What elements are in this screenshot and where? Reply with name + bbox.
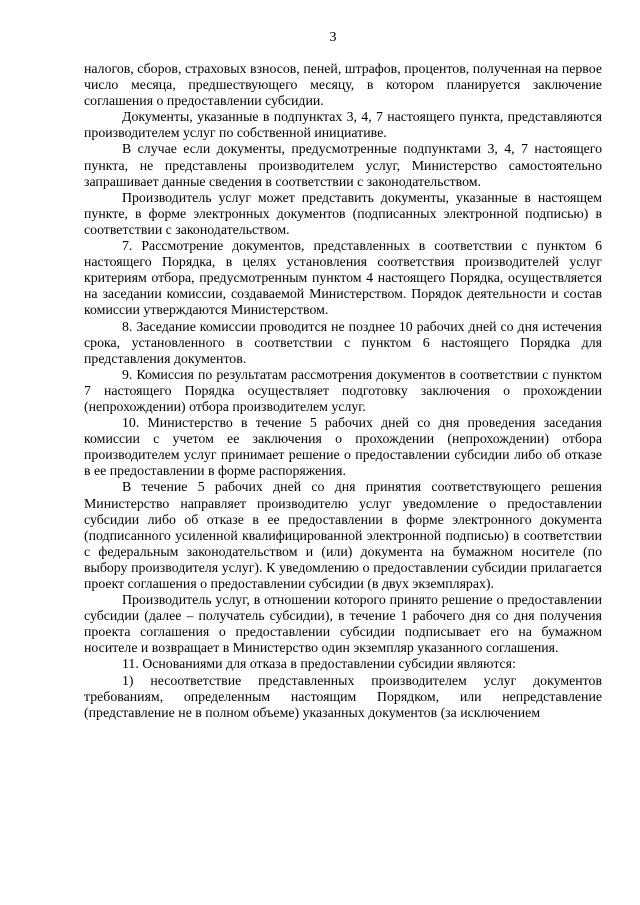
paragraph-item-8: 8. Заседание комиссии проводится не позднее 10 рабочих дней со дня истечения срока, установленного в соответствии с пунктом 6 настоящего Порядка для представления документов. <box>84 318 602 366</box>
document-body <box>84 61 602 721</box>
paragraph-notification: В течение 5 рабочих дней со дня принятия соответствующего решения Министерство направляет производителю услуг уведомление о предоставлении субсидии либо об отказе в ее предоставлении в форме электронного документа (подписанного усиленной квалифицированной электронной подписью) в соответствии с федеральным законодательством и (или) документа на бумажном носителе (по выбору производителя услуг). К уведомлению о предоставлении субсидии прилагается проект соглашения о предоставлении субсидии (в двух экземплярах). <box>84 479 602 591</box>
paragraph-taxes-continuation: налогов, сборов, страховых взносов, пеней, штрафов, процентов, полученная на первое число месяца, предшествующего месяцу, в котором планируется заключение соглашения о предоставлении субсидии. <box>84 61 602 109</box>
page-number: 3 <box>329 30 337 45</box>
paragraph-item-9: 9. Комиссия по результатам рассмотрения документов в соответствии с пунктом 7 настоящего Порядка осуществляет подготовку заключения о прохождении (непрохождении) отбора производителем услуг. <box>84 366 602 414</box>
paragraph-ministry-requests: В случае если документы, предусмотренные подпунктами 3, 4, 7 настоящего пункта, не представлены производителем услуг, Министерство самостоятельно запрашивает данные сведения в соответствии с законодательством. <box>84 141 602 189</box>
paragraph-item-11: 11. Основаниями для отказа в предоставлении субсидии являются: <box>122 656 516 672</box>
paragraph-recipient-signs: Производитель услуг, в отношении которого принято решение о предоставлении субсидии (далее – получатель субсидии), в течение 1 рабочего дня со дня получения проекта соглашения о предоставлении субсидии подписывает его на бумажном носителе и возвращает в Министерство один экземпляр указанного соглашения. <box>84 592 602 656</box>
paragraph-item-7: 7. Рассмотрение документов, представленных в соответствии с пунктом 6 настоящего Порядка, в целях установления соответствия производителей услуг критериям отбора, предусмотренным пунктом 4 настоящего Порядка, осуществляется на заседании комиссии, создаваемой Министерством. Порядок деятельности и состав комиссии утверждаются Министерством. <box>84 238 602 318</box>
paragraph-electronic-documents: Производитель услуг может представить документы, указанные в настоящем пункте, в форме электронных документов (подписанных электронной подписью) в соответствии с законодательством. <box>84 189 602 237</box>
paragraph-item-10: 10. Министерство в течение 5 рабочих дней со дня проведения заседания комиссии с учетом ее заключения о прохождении (непрохождении) отбора производителем услуг принимает решение о предоставлении субсидии либо об отказе в ее предоставлении в форме распоряжения. <box>84 415 602 479</box>
paragraph-documents-own-initiative: Документы, указанные в подпунктах 3, 4, 7 настоящего пункта, представляются производителем услуг по собственной инициативе. <box>84 109 602 141</box>
paragraph-item-11-sub-1: 1) несоответствие представленных производителем услуг документов требованиям, определенным настоящим Порядком, или непредставление (представление не в полном объеме) указанных документов (за исключением <box>84 672 602 720</box>
